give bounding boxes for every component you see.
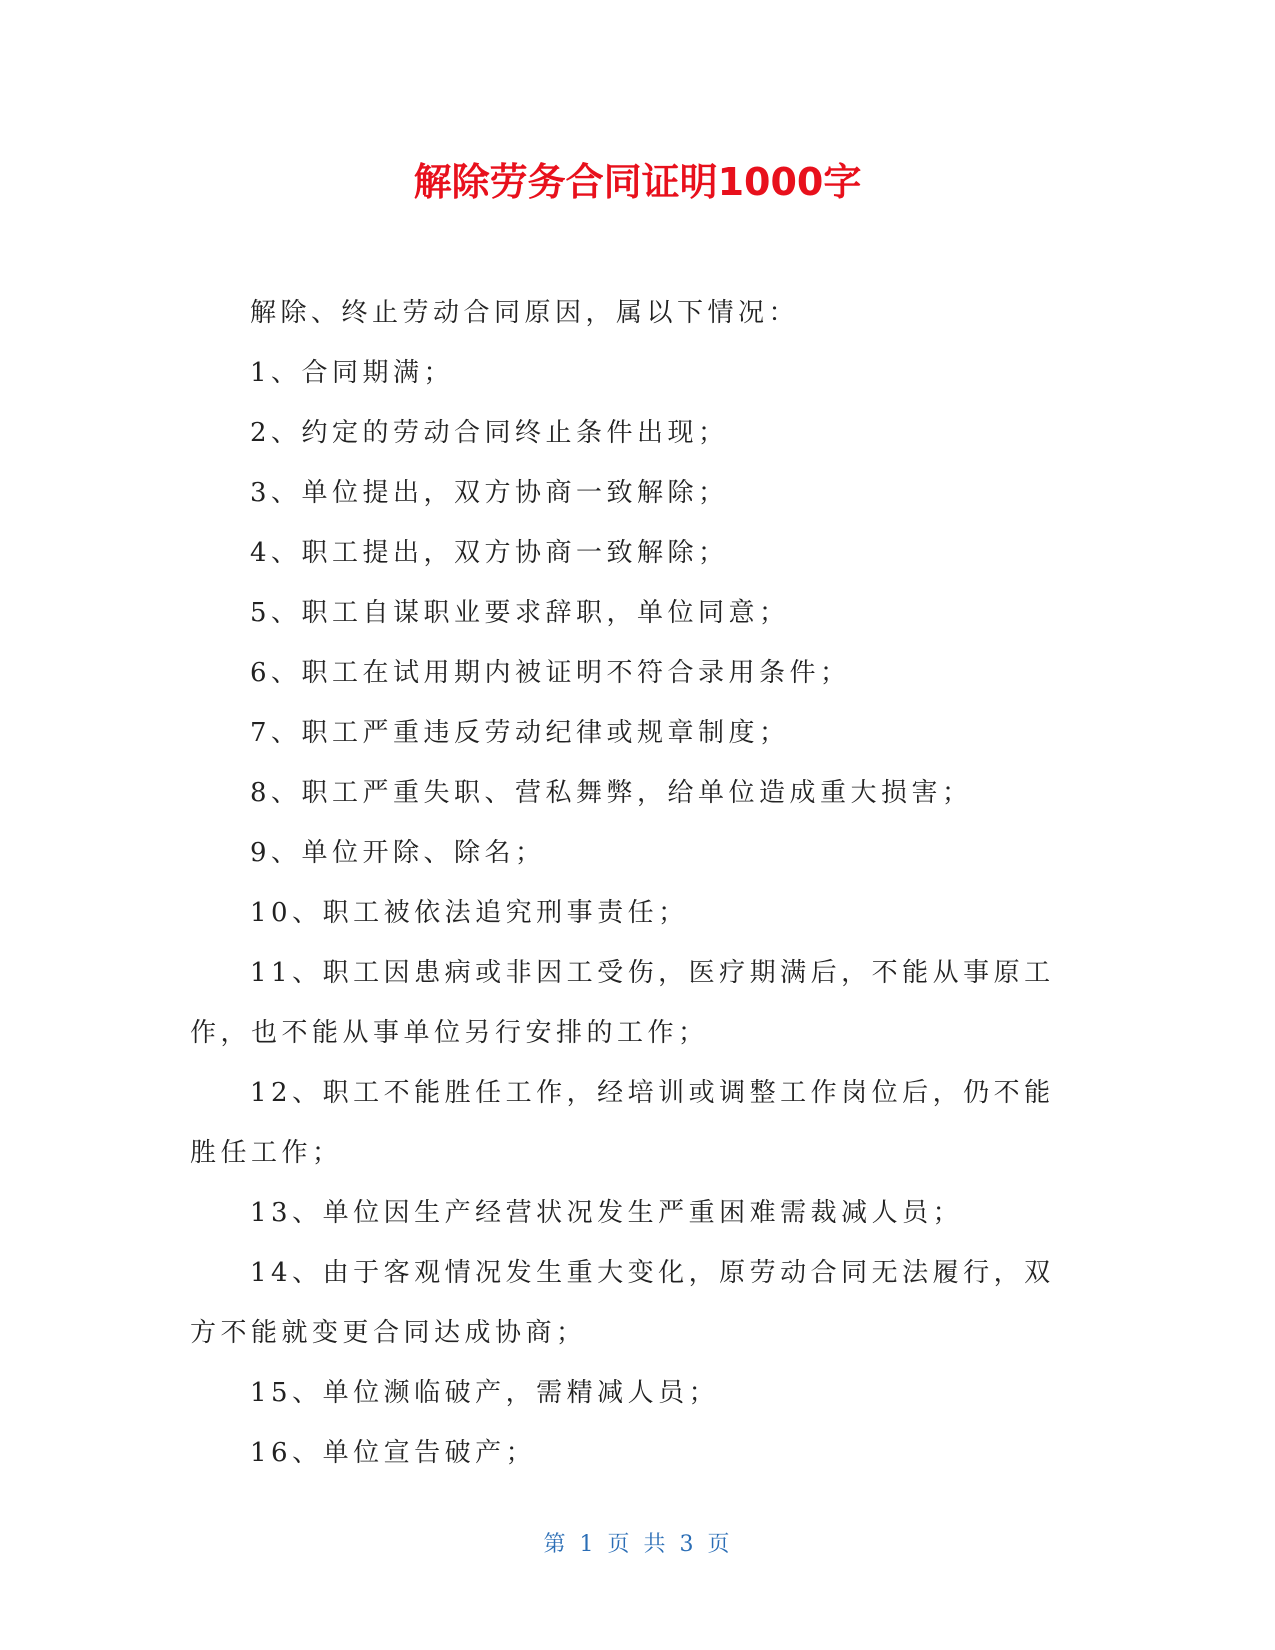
list-item-13: 13、单位因生产经营状况发生严重困难需裁减人员； [250, 1198, 964, 1228]
page-title: 解除劳务合同证明1000字 [413, 160, 862, 204]
footer-total-word: 共 [643, 1532, 668, 1557]
footer-suffix: 页 [707, 1532, 732, 1557]
footer-current-page: 1 [579, 1532, 596, 1557]
list-item-4: 4、职工提出，双方协商一致解除； [250, 538, 729, 568]
list-item-7: 7、职工严重违反劳动纪律或规章制度； [250, 718, 790, 748]
footer-page-word: 页 [607, 1532, 632, 1557]
list-item-10: 10、职工被依法追究刑事责任； [250, 898, 689, 928]
list-item-9: 9、单位开除、除名； [250, 838, 546, 868]
paragraph-intro: 解除、终止劳动合同原因，属以下情况： [250, 298, 800, 328]
footer-prefix: 第 [543, 1532, 568, 1557]
list-item-2: 2、约定的劳动合同终止条件出现； [250, 418, 729, 448]
document-body [190, 283, 1060, 1483]
list-item-15: 15、单位濒临破产，需精减人员； [250, 1378, 720, 1408]
list-item-12: 12、职工不能胜任工作，经培训或调整工作岗位后，仍不能胜任工作； [190, 1078, 1055, 1168]
list-item-3: 3、单位提出，双方协商一致解除； [250, 478, 729, 508]
list-item-14: 14、由于客观情况发生重大变化，原劳动合同无法履行，双方不能就变更合同达成协商； [190, 1258, 1055, 1348]
list-item-1: 1、合同期满； [250, 358, 455, 388]
list-item-11: 11、职工因患病或非因工受伤，医疗期满后，不能从事原工作，也不能从事单位另行安排的工作； [190, 958, 1055, 1048]
page-footer [0, 1530, 1275, 1560]
list-item-16: 16、单位宣告破产； [250, 1438, 537, 1468]
list-item-6: 6、职工在试用期内被证明不符合录用条件； [250, 658, 851, 688]
footer-total-pages: 3 [679, 1532, 696, 1557]
list-item-5: 5、职工自谋职业要求辞职，单位同意； [250, 598, 790, 628]
list-item-8: 8、职工严重失职、营私舞弊，给单位造成重大损害； [250, 778, 973, 808]
